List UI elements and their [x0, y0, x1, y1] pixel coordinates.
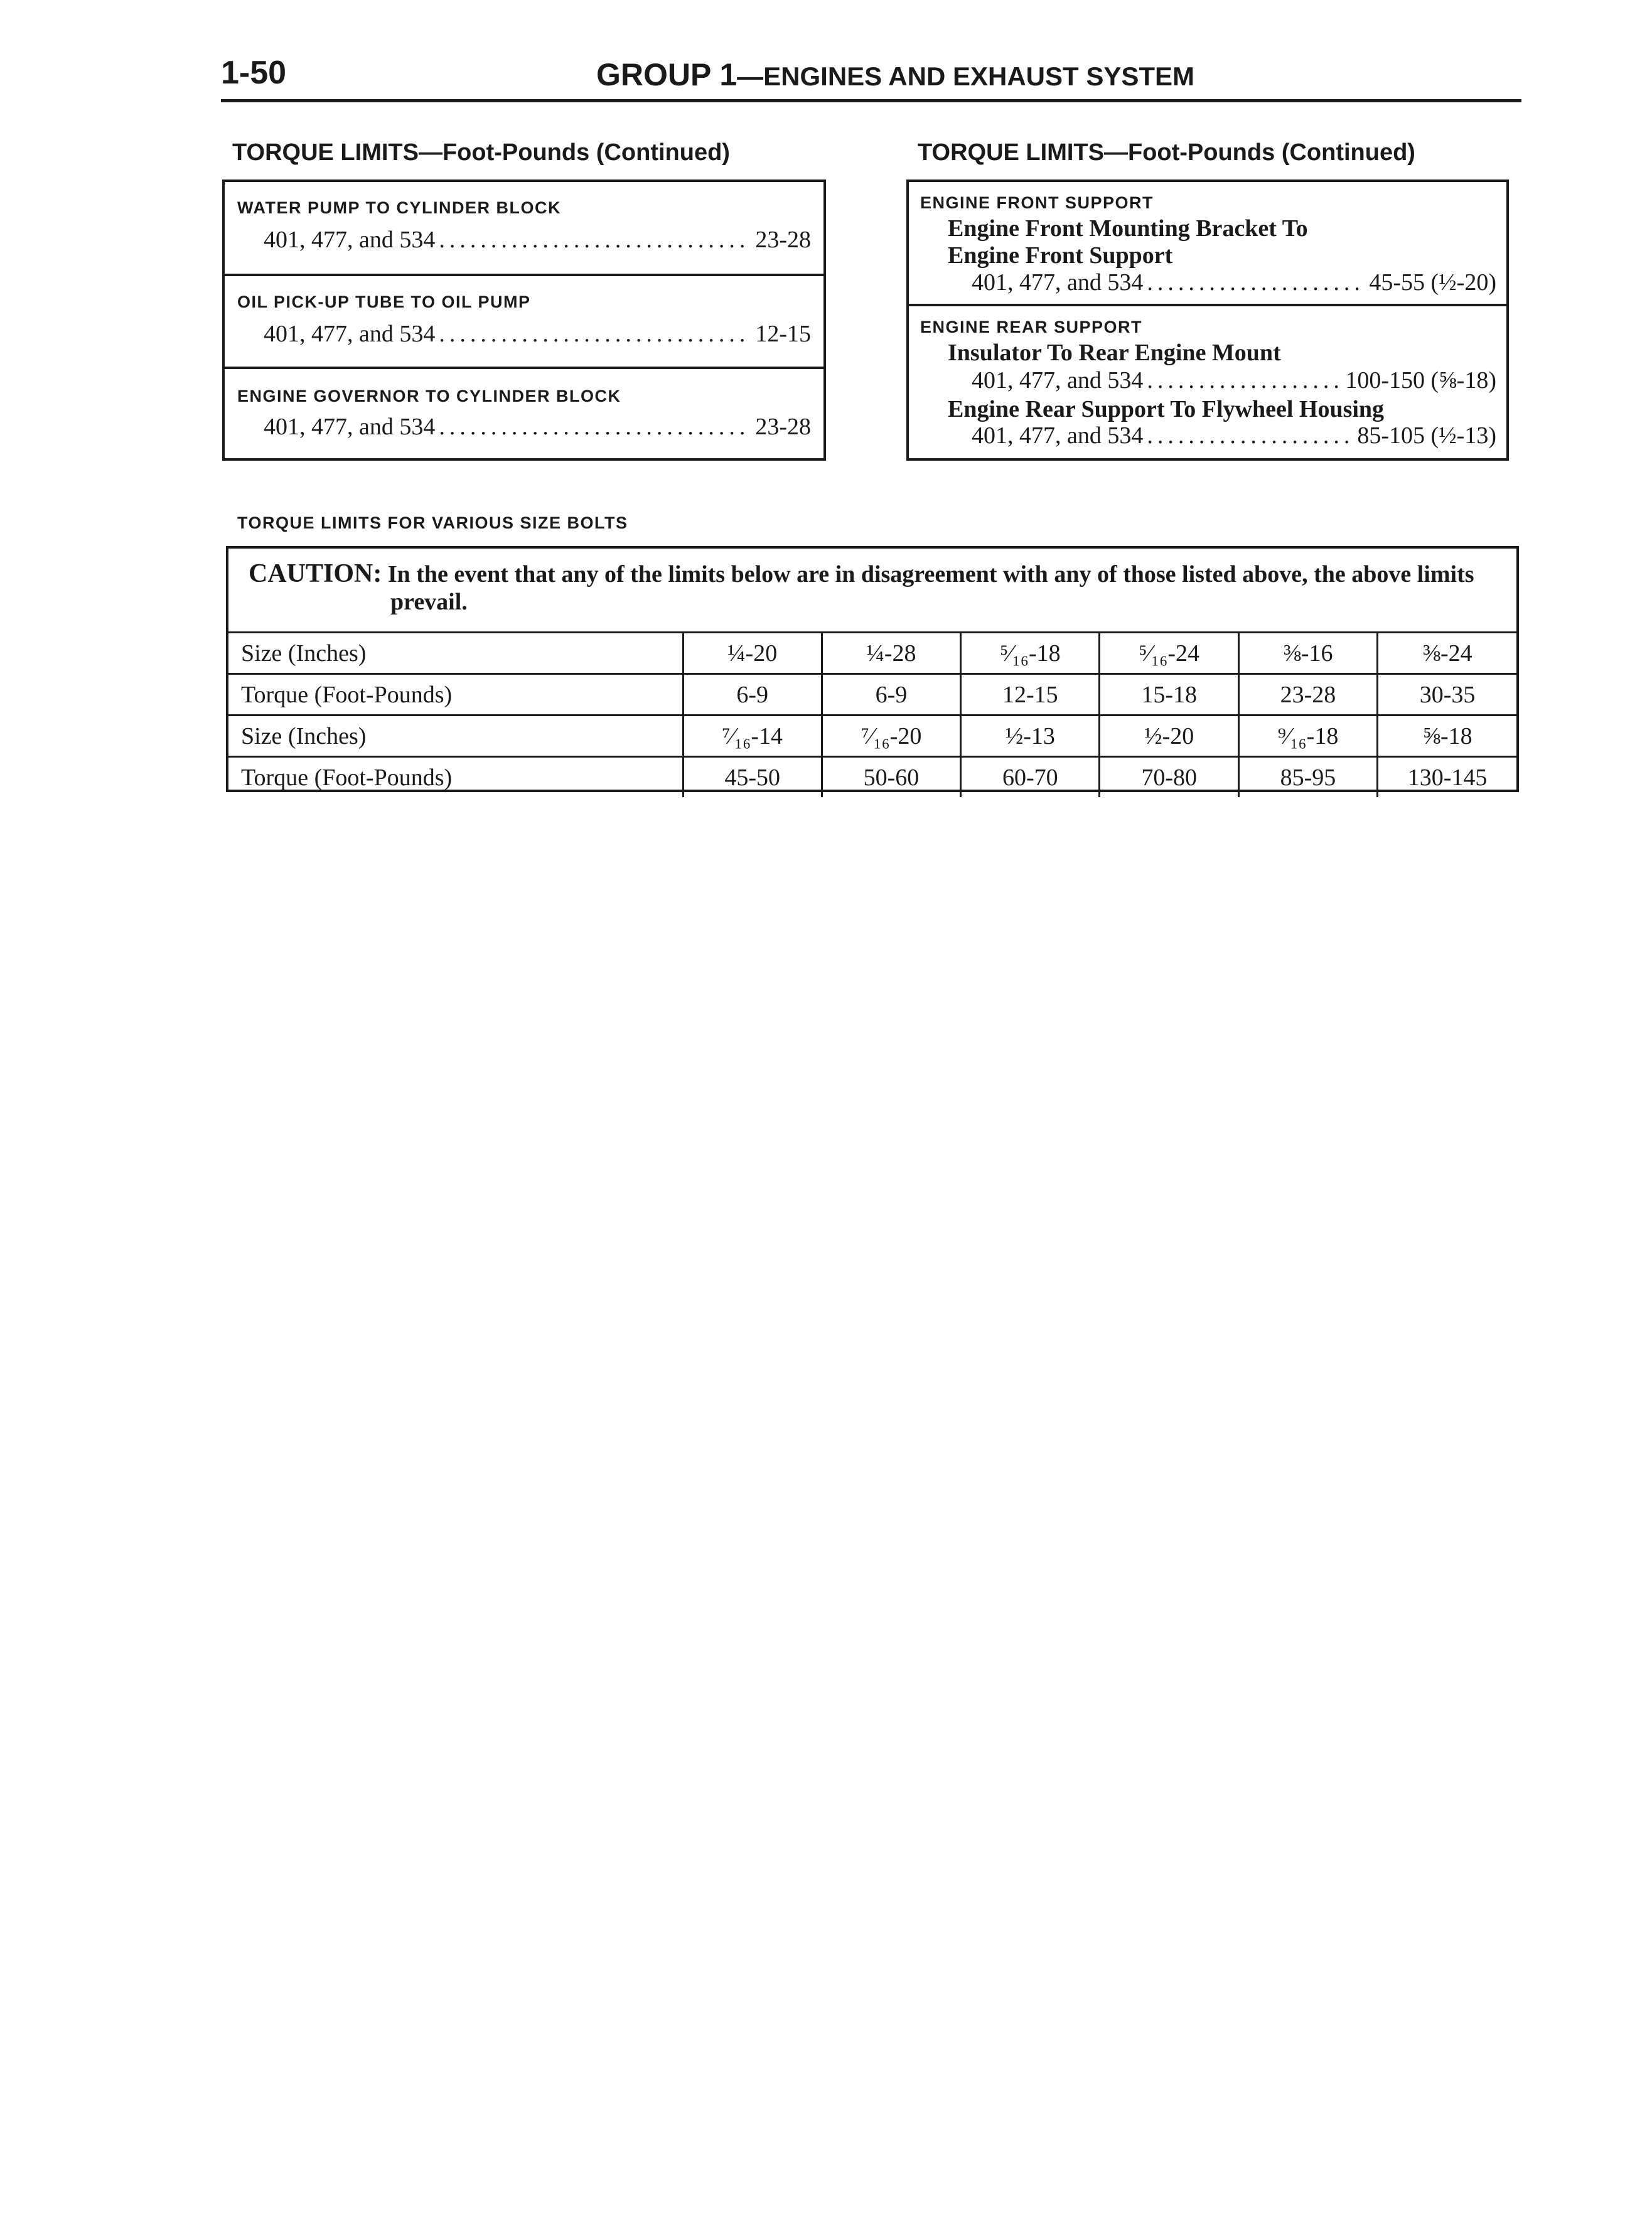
- table-cell: ¼-20: [683, 633, 822, 674]
- table-cell: 23-28: [1238, 674, 1377, 716]
- block-heading: ENGINE FRONT SUPPORT: [920, 193, 1154, 212]
- part-description: Insulator To Rear Engine Mount: [948, 340, 1281, 366]
- table-cell: 70-80: [1100, 757, 1238, 798]
- table-cell: 130-145: [1378, 757, 1516, 798]
- entry-models: 401, 477, and 534: [264, 321, 436, 347]
- block-heading: OIL PICK-UP TUBE TO OIL PUMP: [237, 292, 531, 311]
- table-row: [228, 674, 1516, 716]
- table-cell: ⅜-16: [1238, 633, 1377, 674]
- block-heading: ENGINE REAR SUPPORT: [920, 318, 1143, 336]
- table-cell: ⅜-24: [1378, 633, 1516, 674]
- table-cell: ½-13: [961, 716, 1100, 757]
- entry-value: 23-28: [755, 414, 811, 440]
- part-description: Engine Front Support: [948, 242, 1173, 269]
- torque-entry: [972, 367, 1496, 394]
- row-label: Torque (Foot-Pounds): [228, 757, 683, 798]
- row-label: Size (Inches): [228, 633, 683, 674]
- entry-models: 401, 477, and 534: [264, 414, 436, 440]
- bolts-section-label: TORQUE LIMITS FOR VARIOUS SIZE BOLTS: [237, 513, 628, 532]
- entry-models: 401, 477, and 534: [264, 227, 436, 253]
- caution-note: [249, 560, 1501, 616]
- entry-value: 45-55 (½-20): [1369, 269, 1496, 296]
- leader-dots: [439, 320, 751, 348]
- leader-dots: [1147, 422, 1353, 449]
- entry-models: 401, 477, and 534: [972, 269, 1144, 296]
- torque-entry: [264, 226, 811, 254]
- block-heading: ENGINE GOVERNOR TO CYLINDER BLOCK: [237, 387, 621, 405]
- table-row: [228, 633, 1516, 674]
- table-cell: ¼-28: [822, 633, 960, 674]
- leader-dots: [1147, 367, 1341, 394]
- entry-value: 23-28: [755, 227, 811, 253]
- caution-text: In the event that any of the limits below are in disagreement with any of those listed above, the above limits: [387, 561, 1474, 587]
- table-cell: ⁷⁄₁₆-20: [822, 716, 960, 757]
- torque-entry: [972, 269, 1496, 296]
- table-cell: 85-95: [1238, 757, 1377, 798]
- torque-entry: [972, 422, 1496, 449]
- table-cell: 6-9: [822, 674, 960, 716]
- group-title: —ENGINES AND EXHAUST SYSTEM: [737, 62, 1195, 91]
- entry-value: 100-150 (⅝-18): [1345, 367, 1496, 394]
- table-cell: 30-35: [1378, 674, 1516, 716]
- entry-value: 85-105 (½-13): [1357, 422, 1496, 449]
- table-cell: ½-20: [1100, 716, 1238, 757]
- table-cell: ⁵⁄₁₆-18: [961, 633, 1100, 674]
- water-pump-block: [225, 182, 823, 276]
- leader-dots: [439, 413, 751, 441]
- leader-dots: [439, 226, 751, 254]
- bolt-torque-table: [228, 631, 1516, 797]
- table-cell: ⁷⁄₁₆-14: [683, 716, 822, 757]
- table-cell: 60-70: [961, 757, 1100, 798]
- table-cell: 6-9: [683, 674, 822, 716]
- page-number: 1-50: [221, 55, 287, 91]
- table-cell: 50-60: [822, 757, 960, 798]
- right-torque-box: [906, 180, 1509, 461]
- block-heading: WATER PUMP TO CYLINDER BLOCK: [237, 198, 562, 217]
- table-row: [228, 757, 1516, 798]
- right-section-title: TORQUE LIMITS—Foot-Pounds (Continued): [918, 139, 1415, 166]
- row-label: Size (Inches): [228, 716, 683, 757]
- entry-value: 12-15: [755, 321, 811, 347]
- entry-models: 401, 477, and 534: [972, 422, 1144, 449]
- bolts-box: [226, 546, 1519, 792]
- left-torque-box: [222, 180, 826, 461]
- table-cell: ⅝-18: [1378, 716, 1516, 757]
- part-description: Engine Rear Support To Flywheel Housing: [948, 396, 1385, 422]
- caution-text-continued: prevail.: [390, 589, 468, 615]
- group-label: GROUP 1: [596, 57, 738, 92]
- table-cell: 45-50: [683, 757, 822, 798]
- rear-support-block: [909, 306, 1506, 458]
- table-cell: 15-18: [1100, 674, 1238, 716]
- governor-block: [225, 369, 823, 458]
- page-title: [596, 56, 1194, 93]
- table-cell: ⁵⁄₁₆-24: [1100, 633, 1238, 674]
- oil-pickup-block: [225, 276, 823, 369]
- part-description: Engine Front Mounting Bracket To: [948, 215, 1308, 242]
- entry-models: 401, 477, and 534: [972, 367, 1144, 394]
- table-cell: ⁹⁄₁₆-18: [1238, 716, 1377, 757]
- front-support-block: [909, 182, 1506, 306]
- leader-dots: [1147, 269, 1365, 296]
- torque-entry: [264, 320, 811, 348]
- left-section-title: TORQUE LIMITS—Foot-Pounds (Continued): [232, 139, 730, 166]
- torque-entry: [264, 413, 811, 441]
- caution-label: CAUTION:: [249, 559, 382, 588]
- table-cell: 12-15: [961, 674, 1100, 716]
- page-header: [221, 54, 1521, 102]
- table-row: [228, 716, 1516, 757]
- row-label: Torque (Foot-Pounds): [228, 674, 683, 716]
